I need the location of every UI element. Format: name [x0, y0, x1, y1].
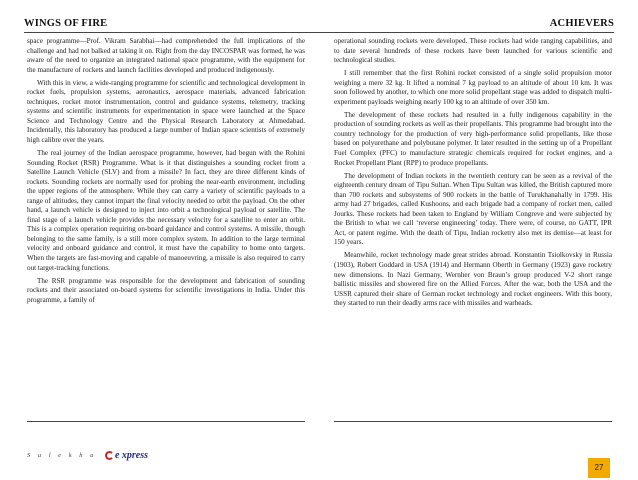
publisher-logo [105, 450, 148, 461]
right-text-column [334, 37, 612, 420]
logo-text: e xpress [114, 450, 149, 461]
paragraph: operational sounding rockets were developed. These rockets had wide ranging capabilities, and to date several hundreds of these rockets have been launched for various scientific and technological studies. [334, 37, 612, 65]
paragraph: With this in view, a wide-ranging programme for scientific and technological development in rocket fuels, propulsion systems, aeronautics, aerospace materials, advanced fabrication techniques, rocket motor instrumentation, control and guidance systems, telemetry, tracking systems and scientific instruments for experimentation in space were launched at the Space Science and Technology Centre and the Physical Research Laboratory at Ahmedabad. Incidentally, this laboratory has produced a large number of Indian space scientists of extremely high calibre over the years. [27, 78, 305, 144]
footer-divider-right [334, 421, 612, 422]
page-header [24, 10, 614, 33]
paragraph: The development of these rockets had resulted in a fully indigenous capability in the production of sounding rockets as well as their propellants. This programme had brought into the country technology for the production of very high-performance solid propellants, like those based on polyurethane and polybutane polymer. It later resulted in the setting up of a Propellant Fuel Complex (PFC) to manufacture strategic chemicals required for rocket engines, and a Rocket Propellant Plant (RPP) to produce propellants. [334, 110, 612, 167]
paragraph: space programme—Prof. Vikram Sarabhai—had comprehended the full implications of the challenge and had not balked at taking it on. Right from the day INCOSPAR was formed, he was aware of the need to organize an integrated national space programme, with the equipment for the manufacture of rockets and launch facilities developed and produced indigenously. [27, 37, 305, 74]
paragraph: The real journey of the Indian aerospace programme, however, had begun with the Rohini Sounding Rocket (RSR) Programme. What is it that distinguishes a sounding rocket from a Satellite Launch Vehicle (SLV) and from a missile? In fact, they are three different kinds of rockets. Sounding rockets are normally used for probing the near-earth environment, including the upper regions of the atmosphere. While they can carry a variety of scientific payloads to a range of altitudes, they cannot impart the final velocity needed to orbit the payload. On the other hand, a launch vehicle is designed to inject into orbit a technological payload or satellite. The final stage of a launch vehicle provides the necessary velocity for a satellite to enter an orbit. This is a complex operation requiring on-board guidance and control systems. A missile, though belonging to the same family, is a still more complex system. In addition to the large terminal velocity and onboard guidance and control, it must have the capability to home onto targets. When the targets are fast-moving and capable of manoeuvring, a missile is also required to carry out target-tracking functions. [27, 149, 305, 272]
paragraph: The development of Indian rockets in the twentieth century can be seen as a revival of the eighteenth century dream of Tipu Sultan. When Tipu Sultan was killed, the British captured more than 700 rockets and subsystems of 900 rockets in the battle of Turukhanahally in 1799. His army had 27 brigades, called Kushoons, and each brigade had a company of rocket men, called Jourks. These rockets had been taken to England by William Congreve and were subjected by the British to what we call ‘reverse engineering’ today. There were, of course, no GATT, IPR Act, or patent regime. With the death of Tipu, Indian rocketry also met its demise—at least for 150 years. [334, 171, 612, 247]
paragraph: I still remember that the first Rohini rocket consisted of a single solid propulsion motor weighing a mere 32 kg. It lifted a nominal 7 kg payload to an altitude of about 10 km. It was soon followed by another, to which one more solid propellant stage was added to dispatch multi-experiment payloads weighing nearly 100 kg to an altitude of over 350 km. [334, 69, 612, 106]
publisher-brand [27, 450, 148, 468]
brand-text: S u l e k h a [27, 451, 97, 459]
left-text-column [27, 37, 305, 420]
footer-divider-left [27, 421, 305, 422]
book-title: WINGS OF FIRE [24, 18, 108, 29]
paragraph: Meanwhile, rocket technology made great strides abroad. Konstantin Tsiolkovsky in Russia (1903), Robert Goddard in USA (1914) and Hermann Oberth in Germany (1923) gave rocketry new dimensions. In Nazi Germany, Wernher von Braun’s group produced V-2 short range ballistic missiles and showered fire on the Allied Forces. After the war, both the USA and the USSR captured their share of German rocket technology and rocket engineers. With this booty, they started to run their deadly arms race with missiles and warheads. [334, 251, 612, 308]
page-number: 27 [588, 458, 610, 478]
paragraph: The RSR programme was responsible for the development and fabrication of sounding rockets and their associated on-board systems for scientific investigations in India. Under this programme, a family of [27, 276, 305, 304]
section-title: ACHIEVERS [549, 18, 614, 29]
logo-swirl-icon [105, 451, 114, 460]
